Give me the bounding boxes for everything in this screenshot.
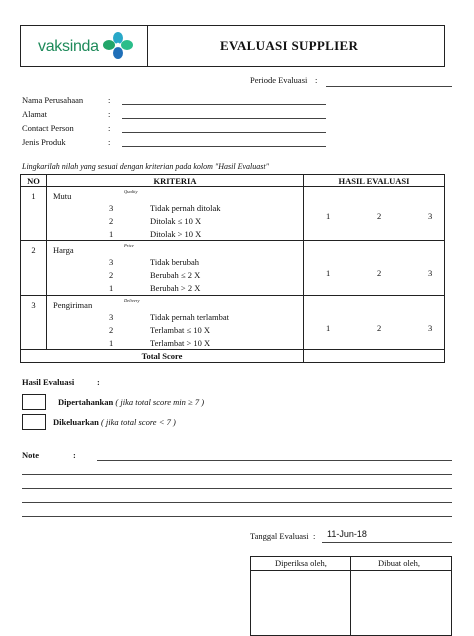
score-desc: Tidak pernah terlambat [150, 312, 229, 322]
hasil-colon: : [97, 377, 100, 387]
score-value: 1 [109, 229, 114, 239]
col-header-kriteria: KRITERIA [47, 175, 304, 187]
field-label-alamat: Alamat [22, 109, 48, 119]
field-label-jenis: Jenis Produk [22, 137, 66, 147]
section-criteria [47, 187, 304, 241]
checkbox-dikeluarkan[interactable] [22, 414, 46, 430]
periode-label: Periode Evaluasi [250, 75, 308, 85]
field-colon-alamat: : [108, 109, 111, 119]
option-2[interactable]: 2 [377, 268, 382, 278]
score-value: 3 [109, 312, 114, 322]
score-value: 1 [109, 283, 114, 293]
option-1[interactable]: 1 [326, 211, 331, 221]
hasil-label: Hasil Evaluasi [22, 377, 75, 387]
field-label-contact: Contact Person [22, 123, 74, 133]
section-result [304, 187, 445, 241]
section-criteria [47, 296, 304, 350]
company-logo [36, 36, 136, 58]
option-2[interactable]: 2 [377, 323, 382, 333]
criteria-sub: Delivery [124, 298, 140, 303]
score-value: 2 [109, 270, 114, 280]
score-desc: Terlambat > 10 X [150, 338, 211, 348]
periode-line[interactable] [326, 86, 452, 87]
criteria-name: Pengiriman [53, 300, 93, 310]
field-line-alamat[interactable] [122, 118, 326, 119]
field-line-nama[interactable] [122, 104, 326, 105]
note-line-3[interactable] [22, 488, 452, 489]
option-3[interactable]: 3 [428, 211, 433, 221]
logo-text: vaksinda [38, 38, 99, 55]
table-row [21, 241, 445, 296]
note-line-4[interactable] [22, 502, 452, 503]
instruction-text: Lingkarilah nilah yang sesuai dengan kriterian pada kolom "Hasil Evaluast" [22, 162, 269, 171]
signature-divider [350, 556, 351, 636]
total-row [21, 350, 445, 363]
section-result [304, 241, 445, 296]
score-desc: Ditolak ≤ 10 X [150, 216, 202, 226]
score-value: 3 [109, 257, 114, 267]
signature-box [250, 556, 452, 636]
note-line-2[interactable] [22, 474, 452, 475]
score-value: 2 [109, 216, 114, 226]
total-score-label: Total Score [21, 350, 304, 363]
section-no [21, 187, 47, 241]
option-dipertahankan [58, 397, 204, 407]
score-desc: Tidak berubah [150, 257, 200, 267]
option-dikeluarkan-label: Dikeluarkan [53, 417, 99, 427]
criteria-sub: Quality [124, 189, 138, 194]
page-title: EVALUASI SUPPLIER [220, 38, 359, 53]
section-no [21, 296, 47, 350]
criteria-name: Mutu [53, 191, 72, 201]
field-colon-contact: : [108, 123, 111, 133]
option-dipertahankan-note: ( jika total score min ≥ 7 ) [115, 397, 205, 407]
criteria-table [20, 174, 445, 363]
option-3[interactable]: 3 [428, 323, 433, 333]
score-value: 2 [109, 325, 114, 335]
option-1[interactable]: 1 [326, 268, 331, 278]
tanggal-label: Tanggal Evaluasi [250, 531, 309, 541]
field-label-nama: Nama Perusahaan [22, 95, 84, 105]
score-value: 1 [109, 338, 114, 348]
col-header-hasil: HASIL EVALUASI [304, 175, 445, 187]
field-line-contact[interactable] [122, 132, 326, 133]
section-no-text: 2 [31, 245, 36, 255]
score-desc: Berubah > 2 X [150, 283, 201, 293]
section-no-text: 3 [31, 300, 36, 310]
option-1[interactable]: 1 [326, 323, 331, 333]
table-row [21, 296, 445, 350]
score-desc: Terlambat ≤ 10 X [150, 325, 211, 335]
table-row [21, 187, 445, 241]
option-dikeluarkan [53, 417, 176, 427]
tanggal-value[interactable]: 11-Jun-18 [327, 529, 367, 539]
criteria-sub: Price [124, 243, 134, 248]
criteria-name: Harga [53, 245, 74, 255]
note-line-1[interactable] [97, 460, 452, 461]
option-3[interactable]: 3 [428, 268, 433, 278]
signature-made-by: Dibuat oleh, [378, 558, 421, 568]
score-desc: Ditolak > 10 X [150, 229, 202, 239]
option-dikeluarkan-note: ( jika total score < 7 ) [100, 417, 176, 427]
section-no [21, 241, 47, 296]
field-colon-nama: : [108, 95, 111, 105]
note-colon: : [73, 450, 76, 460]
score-value: 3 [109, 203, 114, 213]
section-no-text: 1 [31, 191, 36, 201]
total-score-value[interactable] [304, 350, 445, 363]
periode-colon: : [315, 75, 318, 85]
option-2[interactable]: 2 [377, 211, 382, 221]
option-dipertahankan-label: Dipertahankan [58, 397, 114, 407]
field-line-jenis[interactable] [122, 146, 326, 147]
section-criteria [47, 241, 304, 296]
section-result [304, 296, 445, 350]
col-header-no: NO [21, 175, 47, 187]
signature-header-line [250, 570, 452, 571]
score-desc: Berubah ≤ 2 X [150, 270, 201, 280]
checkbox-dipertahankan[interactable] [22, 394, 46, 410]
flower-icon [103, 32, 133, 60]
note-label: Note [22, 450, 39, 460]
score-desc: Tidak pernah ditolak [150, 203, 221, 213]
note-line-5[interactable] [22, 516, 452, 517]
tanggal-colon: : [313, 531, 316, 541]
field-colon-jenis: : [108, 137, 111, 147]
tanggal-line [322, 542, 452, 543]
signature-checked-by: Diperiksa oleh, [275, 558, 327, 568]
